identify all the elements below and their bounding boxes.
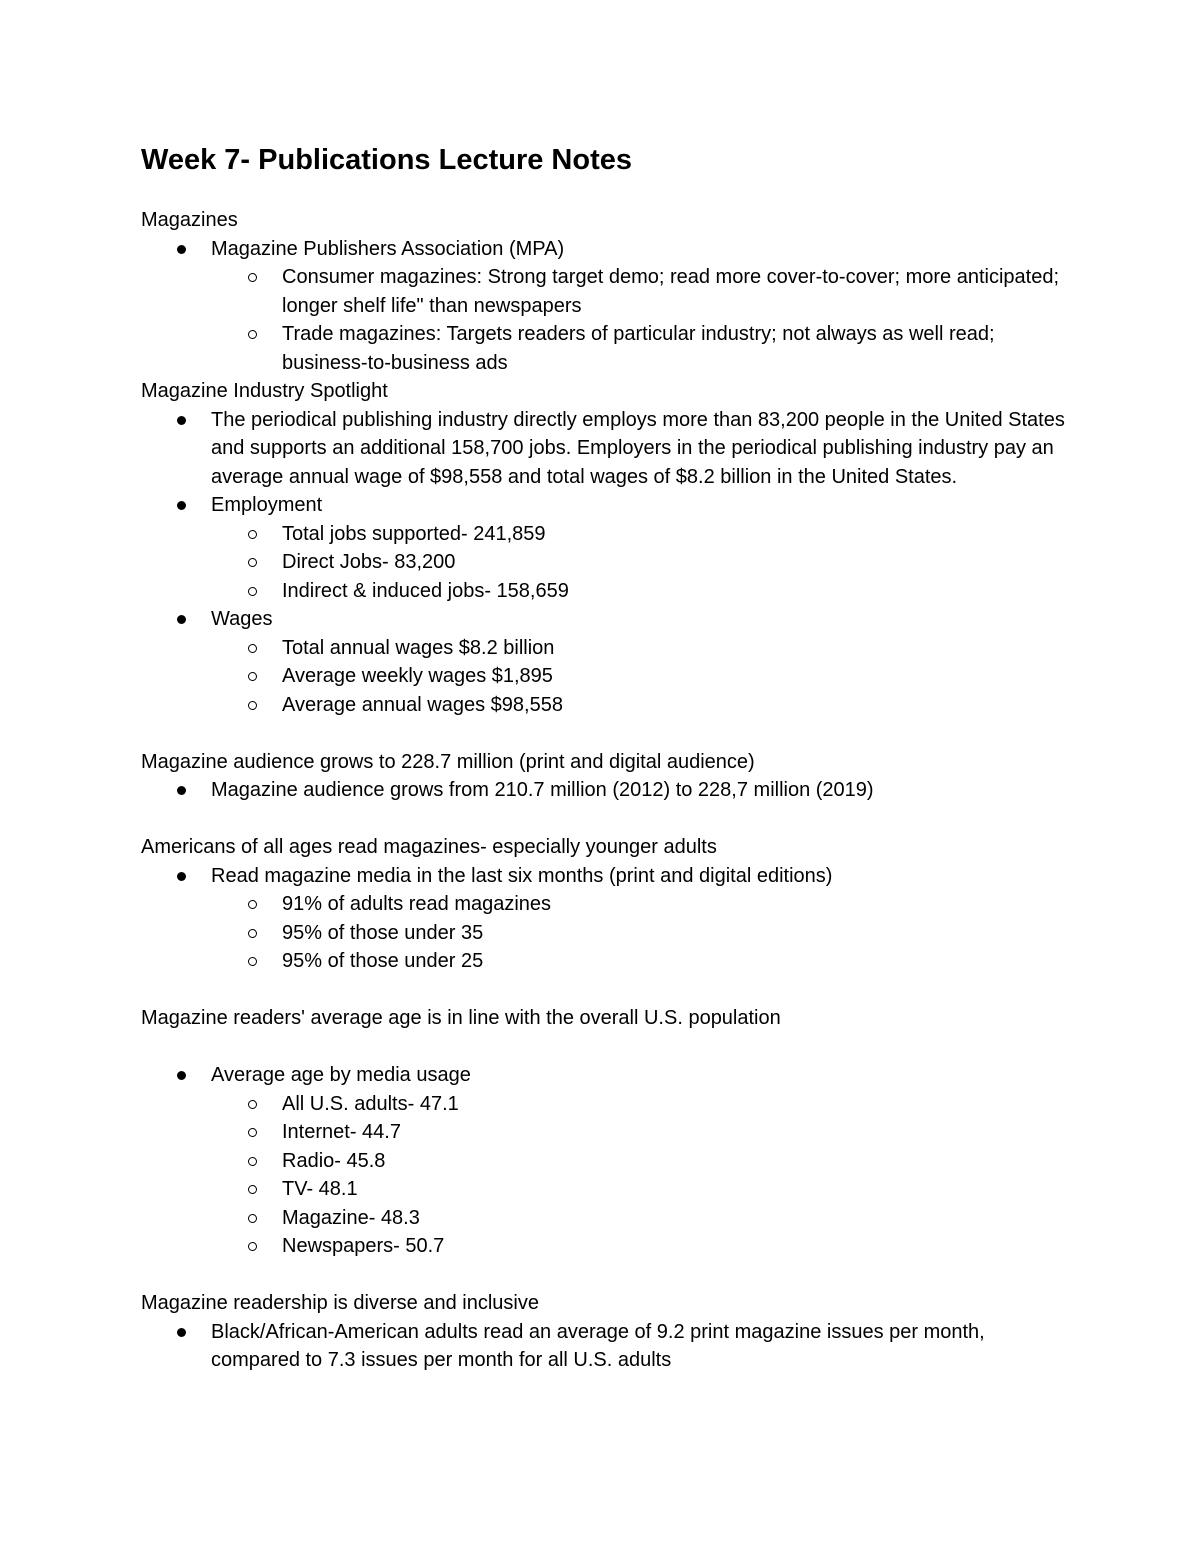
- list-item-text: 95% of those under 35: [282, 921, 484, 944]
- list-item-text: Employment: [211, 494, 323, 516]
- list-item: [141, 1061, 1071, 1261]
- list-item-text: Average annual wages $98,558: [282, 693, 563, 716]
- list-item: [211, 577, 1071, 606]
- blank-line: [141, 805, 1071, 834]
- list-item: [211, 691, 1071, 720]
- list-item-text: TV- 48.1: [282, 1178, 358, 1200]
- filled-bullet-icon: [177, 501, 186, 510]
- filled-bullet-icon: [177, 1071, 186, 1080]
- hollow-bullet-icon: [248, 1157, 257, 1166]
- list-item: [141, 235, 1071, 378]
- hollow-bullet-icon: [248, 1100, 257, 1109]
- document-page: [141, 140, 1071, 1375]
- list-item-text: Indirect & induced jobs- 158,659: [282, 579, 569, 602]
- list-item-text: Black/African-American adults read an average of 9.2 print magazine issues per month, compared to 7.3 issues per month for all U.S. adults: [211, 1320, 985, 1371]
- hollow-bullet-icon: [248, 1128, 257, 1137]
- list-item-text: Magazine audience grows from 210.7 million (2012) to 228,7 million (2019): [211, 779, 874, 801]
- list-item: [211, 947, 1071, 976]
- list-item: [211, 1090, 1071, 1119]
- sub-bullet-list: [211, 634, 1071, 720]
- hollow-bullet-icon: [248, 558, 257, 567]
- section-heading-average-age: Magazine readers' average age is in line with the overall U.S. population: [141, 1007, 781, 1029]
- bullet-list: [141, 1318, 1071, 1375]
- hollow-bullet-icon: [248, 587, 257, 596]
- blank-line: [141, 719, 1071, 748]
- bullet-list: [141, 235, 1071, 378]
- list-item-text: Consumer magazines: Strong target demo; read more cover-to-cover; more anticipated; longer shelf life" than newspapers: [282, 266, 1060, 317]
- list-item-text: All U.S. adults- 47.1: [282, 1092, 459, 1115]
- list-item-text: 91% of adults read magazines: [282, 893, 552, 915]
- hollow-bullet-icon: [248, 1214, 257, 1223]
- sub-bullet-list: [211, 263, 1071, 377]
- hollow-bullet-icon: [248, 929, 257, 938]
- list-item-text: Read magazine media in the last six months (print and digital editions): [211, 864, 833, 887]
- list-item: [211, 1232, 1071, 1261]
- bullet-list: [141, 862, 1071, 976]
- list-item: [141, 406, 1071, 492]
- bullet-list: [141, 406, 1071, 720]
- hollow-bullet-icon: [248, 1185, 257, 1194]
- bullet-list: [141, 776, 1071, 805]
- hollow-bullet-icon: [248, 644, 257, 653]
- list-item: [141, 491, 1071, 605]
- list-item-text: Direct Jobs- 83,200: [282, 551, 456, 573]
- filled-bullet-icon: [177, 786, 186, 795]
- list-item: [211, 548, 1071, 577]
- list-item-text: 95% of those under 25: [282, 950, 484, 972]
- section-heading-magazines: Magazines: [141, 209, 238, 231]
- list-item-text: Average weekly wages $1,895: [282, 665, 553, 687]
- list-item-text: Newspapers- 50.7: [282, 1235, 445, 1257]
- blank-line: [141, 1033, 1071, 1062]
- list-item: [211, 919, 1071, 948]
- list-item: [211, 890, 1071, 919]
- list-item: [211, 263, 1071, 320]
- blank-line: [141, 1261, 1071, 1290]
- list-item: [211, 662, 1071, 691]
- list-item: [211, 1204, 1071, 1233]
- filled-bullet-icon: [177, 245, 186, 254]
- sub-bullet-list: [211, 890, 1071, 976]
- list-item: [141, 605, 1071, 719]
- bullet-list: [141, 1061, 1071, 1261]
- page-title: Week 7- Publications Lecture Notes: [141, 144, 632, 176]
- filled-bullet-icon: [177, 416, 186, 425]
- filled-bullet-icon: [177, 872, 186, 881]
- list-item-text: Wages: [211, 608, 273, 630]
- list-item-text: Magazine- 48.3: [282, 1206, 420, 1229]
- list-item: [211, 520, 1071, 549]
- list-item-text: Trade magazines: Targets readers of particular industry; not always as well read; business-to-business ads: [282, 323, 995, 374]
- filled-bullet-icon: [177, 1328, 186, 1337]
- list-item: [141, 1318, 1071, 1375]
- list-item-text: Total jobs supported- 241,859: [282, 522, 546, 545]
- sub-bullet-list: [211, 1090, 1071, 1261]
- section-heading-spotlight: Magazine Industry Spotlight: [141, 380, 388, 402]
- list-item-text: Magazine Publishers Association (MPA): [211, 237, 565, 260]
- hollow-bullet-icon: [248, 957, 257, 966]
- list-item: [211, 1147, 1071, 1176]
- hollow-bullet-icon: [248, 900, 257, 909]
- section-heading-audience: Magazine audience grows to 228.7 million (print and digital audience): [141, 750, 755, 773]
- list-item-text: Radio- 45.8: [282, 1149, 386, 1172]
- list-item: [211, 320, 1071, 377]
- list-item-text: Internet- 44.7: [282, 1121, 401, 1143]
- list-item-text: Average age by media usage: [211, 1064, 471, 1086]
- hollow-bullet-icon: [248, 701, 257, 710]
- list-item: [211, 634, 1071, 663]
- hollow-bullet-icon: [248, 672, 257, 681]
- blank-line: [141, 976, 1071, 1005]
- section-heading-ages: Americans of all ages read magazines- especially younger adults: [141, 836, 717, 858]
- section-heading-diversity: Magazine readership is diverse and inclusive: [141, 1292, 539, 1314]
- list-item-text: The periodical publishing industry directly employs more than 83,200 people in the United States and supports an additional 158,700 jobs. Employers in the periodical publishing industry pay an average annual wage of $98,558 and total wages of $8.2 billion in the United States.: [211, 408, 1065, 488]
- list-item: [141, 862, 1071, 976]
- list-item: [211, 1118, 1071, 1147]
- list-item: [211, 1175, 1071, 1204]
- hollow-bullet-icon: [248, 330, 257, 339]
- list-item-text: Total annual wages $8.2 billion: [282, 636, 555, 659]
- hollow-bullet-icon: [248, 1242, 257, 1251]
- filled-bullet-icon: [177, 615, 186, 624]
- list-item: [141, 776, 1071, 805]
- hollow-bullet-icon: [248, 530, 257, 539]
- hollow-bullet-icon: [248, 273, 257, 282]
- sub-bullet-list: [211, 520, 1071, 606]
